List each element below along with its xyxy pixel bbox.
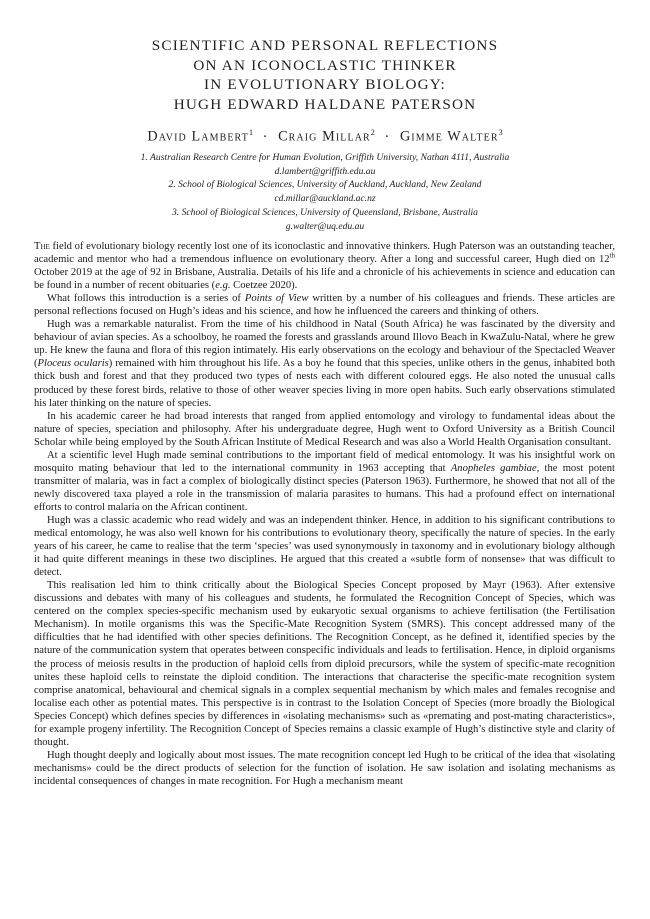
paragraph: Hugh was a remarkable naturalist. From the time of his childhood in Natal (South Africa) he was fascinated by the diversity and behaviour of avian species. As a schoolboy, he roamed the forests and grasslands around Illovo Beach in KwaZulu-Natal, where he grew up. He knew the fauna and flora of this region intimately. His early observations on the ecology and behaviour of the Spectacled Weaver (Ploceus ocularis) remained with him throughout his life. As a boy he found that this species, unlike others in the genus, inhabited both thick bush and forest and that they produced two types of nests each with different coloured eggs. He also noted the unusual calls produced by these forest birds, relative to those of other weaver species living in more open habits. Such early observations stimulated his later thinking on the nature of species.: [34, 319, 615, 409]
affiliation-line: 2. School of Biological Sciences, University of Auckland, Auckland, New Zealand: [168, 179, 482, 191]
affiliation-line: 1. Australian Research Centre for Human Evolution, Griffith University, Nathan 4111, Australia: [140, 152, 510, 163]
author-list: [60, 124, 590, 146]
paragraph: This realisation led him to think critically about the Biological Species Concept proposed by Mayr (1963). After extensive discussions and debates with many of his colleagues and students, he formulated the Recognition Concept of Species, which was centered on the complex species-specific mechanism used by eukaryotic sexual organisms to achieve fertilisation (the Fertilisation Mechanism). In motile organisms this was the Specific-Mate Recognition System (SMRS). This concept addressed many of the difficulties that he had identified with other species definitions. The Recognition Concept, as he defined it, identified species by the nature of the communication system that operates between conspecific individuals and leads to fertilisation. Hence, in diploid organisms the process of meiosis results in the production of haploid cells from diploid precursors, while the system of specific-mate recognition unites these haploid cells to reinstate the diploid condition. The interactions that characterise the specific-mate recognition system comprise anatomical, behavioural and chemical signals in a complex sequential mechanism by which males and females recognise and localise each other as potential mates. This perspective is in contrast to the Isolation Concept of Species (more broadly the Biological Species Concept) which defines species by differences in «isolating mechanisms» such as «premating and post-mating characteristics», for example progeny infertility. The Recognition Concept of Species remains a classic example of Hugh’s distinctive style and clarity of thought.: [34, 580, 615, 748]
author-email[interactable]: d.lambert@griffith.edu.au: [274, 165, 376, 177]
paragraph: At a scientific level Hugh made seminal contributions to the important field of medical entomology. It was his insightful work on mosquito mating behaviour that led to the international community in 1963 accepting that Anopheles gambiae, the most potent transmitter of malaria, was in fact a complex of biologically distinct species (Paterson 1963). Furthermore, he showed that not all of the newly discovered taxa played a role in the transmission of malaria parasites to humans. This had a profound effect on international efforts to control malaria on the African continent.: [34, 449, 615, 513]
affiliations: [60, 151, 590, 233]
paragraph: Hugh was a classic academic who read widely and was an independent thinker. Hence, in addition to his significant contributions to medical entomology, he was also well known for his contributions to evolutionary theory, specifically the nature of species. In the early years of his career, he came to realise that the term ‘species’ was used synonymously in taxonomy and in evolutionary biology although it had quite different meanings in these two disciplines. He argued that this created a «subtle form of nonsense» that was difficult to detect.: [34, 514, 615, 579]
title-line: SCIENTIFIC AND PERSONAL REFLECTIONS: [151, 37, 499, 54]
opening-word: The: [34, 241, 50, 252]
article-body: [34, 240, 615, 788]
affiliation-mark: 2: [370, 128, 375, 137]
title-line: IN EVOLUTIONARY BIOLOGY:: [204, 76, 446, 94]
title-line: ON AN ICONOCLASTIC THINKER: [193, 56, 457, 74]
paragraph: In his academic career he had broad interests that ranged from applied entomology and virology to fundamental ideas about the nature of species, speciation and philosophy. After his undergraduate degree, Hugh went to Oxford University as a British Council Scholar while being employed by the South African Institute of Medical Research and was also a World Health Organisation consultant.: [34, 410, 615, 448]
author-separator: ·: [262, 128, 269, 145]
affiliation-mark: 1: [248, 128, 253, 137]
paragraph: Hugh thought deeply and logically about most issues. The mate recognition concept led Hugh to be critical of the idea that «isolating mechanisms» could be the direct products of selection for the function of isolation. He saw isolation and isolating mechanisms as incidental consequences of changes in mate recognition. For Hugh a mechanism meant: [34, 749, 615, 787]
paragraph: What follows this introduction is a series of Points of View written by a number of his colleagues and friends. These articles are personal reflections focused on Hugh’s ideas and his science, and how he influenced the careers and thinking of others.: [34, 293, 615, 318]
author-email[interactable]: g.walter@uq.edu.au: [285, 220, 365, 232]
paragraph: The field of evolutionary biology recently lost one of its iconoclastic and innovative thinkers. Hugh Paterson was an outstanding teacher, academic and mentor who had a tremendous influence on evolutionary theory. After a long and successful career, Hugh died on 12th October 2019 at the age of 92 in Brisbane, Australia. Details of his life and a chronicle of his achievements in science and education can be found in a number of recent obituaries (e.g. Coetzee 2020).: [34, 241, 615, 292]
author-email[interactable]: cd.millar@auckland.ac.nz: [274, 193, 376, 205]
author-name: Gimme Walter: [399, 128, 499, 145]
affiliation-mark: 3: [498, 128, 503, 137]
author-name: David Lambert: [147, 128, 249, 145]
article-title: [60, 36, 590, 114]
title-line: HUGH EDWARD HALDANE PATERSON: [173, 95, 477, 113]
affiliation-line: 3. School of Biological Sciences, University of Queensland, Brisbane, Australia: [172, 206, 478, 218]
author-separator: ·: [384, 128, 391, 145]
author-name: Craig Millar: [278, 128, 371, 145]
